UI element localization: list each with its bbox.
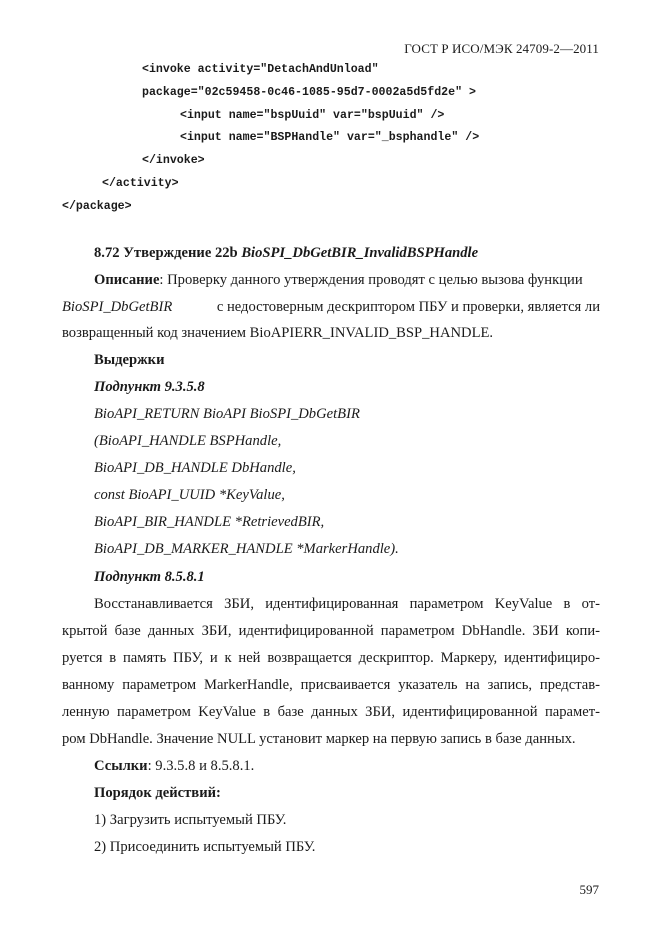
description-text-1: : Проверку данного утверждения проводят с целью вызова функции	[159, 272, 583, 288]
description-line-1	[62, 267, 600, 294]
references-value: : 9.3.5.8 и 8.5.8.1.	[147, 758, 255, 774]
description-text-2: с недостоверным дескриптором ПБУ и проверки, является ли	[216, 299, 600, 315]
signature-line: BioAPI_DB_HANDLE DbHandle,	[94, 460, 296, 476]
paragraph-line: ванному параметром MarkerHandle, присваивается указатель на запись, представ-	[62, 677, 600, 693]
description-line-2	[62, 294, 600, 321]
code-line-package: package="02c59458-0c46-1085-95d7-0002a5d5fd2e" >	[142, 86, 476, 99]
section-title-prefix: Утверждение 22b	[123, 245, 238, 261]
standard-header: ГОСТ Р ИСО/МЭК 24709-2—2011	[404, 41, 599, 56]
description-text-3: возвращенный код значением BioAPIERR_INVALID_BSP_HANDLE.	[62, 325, 494, 341]
procedure-label: Порядок действий:	[94, 785, 221, 801]
signature-line: BioAPI_RETURN BioAPI BioSPI_DbGetBIR	[94, 406, 360, 422]
paragraph-line: ром DbHandle. Значение NULL установит маркер на первую запись в базе данных.	[62, 731, 576, 747]
code-line-package-close: </package>	[62, 200, 132, 213]
procedure-step: 1) Загрузить испытуемый ПБУ.	[94, 812, 287, 828]
excerpts-label: Выдержки	[94, 352, 165, 368]
references-label: Ссылки	[94, 758, 148, 774]
code-line-input-bsphandle: <input name="BSPHandle" var="_bsphandle" />	[180, 131, 480, 144]
signature-line: const BioAPI_UUID *KeyValue,	[94, 487, 285, 503]
paragraph-line: руется в память ПБУ, и к ней возвращается дескриптор. Маркеру, идентифициро-	[62, 650, 600, 666]
signature-line: BioAPI_BIR_HANDLE *RetrievedBIR,	[94, 514, 325, 530]
section-title-name: BioSPI_DbGetBIR_InvalidBSPHandle	[241, 245, 479, 261]
procedure-step: 2) Присоединить испытуемый ПБУ.	[94, 839, 316, 855]
subclause-label-1: Подпункт 9.3.5.8	[94, 379, 205, 395]
code-line-invoke: <invoke activity="DetachAndUnload"	[142, 63, 379, 76]
code-line-invoke-close: </invoke>	[142, 154, 205, 167]
description-function: BioSPI_DbGetBIR	[62, 299, 173, 315]
signature-line: (BioAPI_HANDLE BSPHandle,	[94, 433, 282, 449]
code-line-activity-close: </activity>	[102, 177, 179, 190]
description-label: Описание	[94, 272, 160, 288]
section-heading	[94, 240, 478, 267]
paragraph-line: ленную параметром KeyValue в базе данных ЗБИ, идентифицированной парамет-	[62, 704, 600, 720]
paragraph-line: крытой базе данных ЗБИ, идентифицированной параметром DbHandle. ЗБИ копи-	[62, 623, 600, 639]
subclause-label-2: Подпункт 8.5.8.1	[94, 569, 205, 585]
signature-line: BioAPI_DB_MARKER_HANDLE *MarkerHandle).	[94, 541, 399, 557]
code-line-input-bspuuid: <input name="bspUuid" var="bspUuid" />	[180, 109, 445, 122]
paragraph-line: Восстанавливается ЗБИ, идентифицированная параметром KeyValue в от-	[94, 596, 600, 612]
references	[94, 753, 254, 780]
page-number: 597	[579, 882, 599, 897]
section-number: 8.72	[94, 245, 120, 261]
